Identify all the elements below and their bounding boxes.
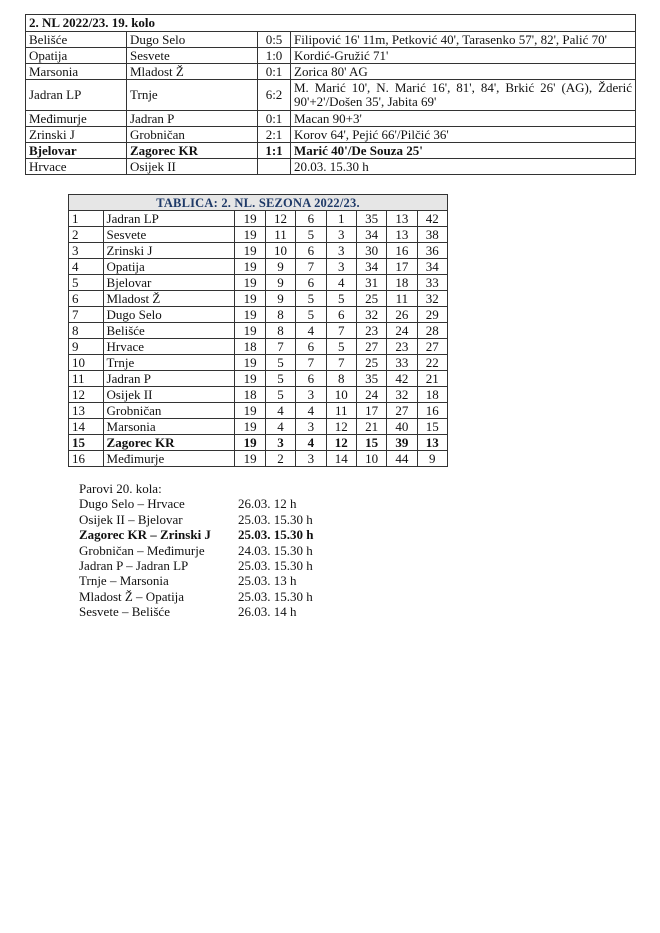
fixture-row	[79, 604, 313, 619]
goals-against: 24	[387, 323, 417, 339]
fixture-time: 25.03. 13 h	[238, 573, 297, 589]
goalscorers: Filipović 16' 11m, Petković 40', Tarasenko 57', 82', Palić 70'	[291, 32, 636, 48]
wins: 10	[265, 243, 295, 259]
points: 42	[417, 211, 447, 227]
played: 18	[235, 387, 265, 403]
points: 27	[417, 339, 447, 355]
standings-row	[69, 275, 448, 291]
losses: 12	[326, 435, 356, 451]
goals-against: 16	[387, 243, 417, 259]
standings-row	[69, 323, 448, 339]
wins: 5	[265, 387, 295, 403]
losses: 3	[326, 259, 356, 275]
losses: 7	[326, 323, 356, 339]
fixture-time: 26.03. 14 h	[238, 604, 297, 620]
position: 8	[69, 323, 104, 339]
team-name: Zagorec KR	[103, 435, 235, 451]
position: 11	[69, 371, 104, 387]
draws: 4	[296, 435, 326, 451]
result-row	[26, 80, 636, 111]
position: 13	[69, 403, 104, 419]
points: 21	[417, 371, 447, 387]
standings-row	[69, 291, 448, 307]
position: 10	[69, 355, 104, 371]
fixtures-list	[79, 481, 313, 620]
home-team: Međimurje	[26, 111, 127, 127]
draws: 6	[296, 243, 326, 259]
home-team: Opatija	[26, 48, 127, 64]
away-team: Osijek II	[127, 159, 258, 175]
team-name: Jadran LP	[103, 211, 235, 227]
fixture-row	[79, 589, 313, 604]
losses: 5	[326, 291, 356, 307]
result-row	[26, 127, 636, 143]
wins: 9	[265, 291, 295, 307]
away-team: Jadran P	[127, 111, 258, 127]
wins: 7	[265, 339, 295, 355]
team-name: Grobničan	[103, 403, 235, 419]
standings-row	[69, 403, 448, 419]
goalscorers: Kordić-Gružić 71'	[291, 48, 636, 64]
draws: 6	[296, 211, 326, 227]
wins: 3	[265, 435, 295, 451]
wins: 4	[265, 419, 295, 435]
losses: 5	[326, 339, 356, 355]
points: 16	[417, 403, 447, 419]
goals-for: 35	[356, 211, 386, 227]
points: 33	[417, 275, 447, 291]
score: 1:1	[258, 143, 291, 159]
wins: 8	[265, 307, 295, 323]
standings-row	[69, 307, 448, 323]
fixture-row	[79, 558, 313, 573]
goalscorers: Korov 64', Pejić 66'/Pilčić 36'	[291, 127, 636, 143]
standings-row	[69, 227, 448, 243]
home-team: Hrvace	[26, 159, 127, 175]
position: 4	[69, 259, 104, 275]
played: 19	[235, 355, 265, 371]
draws: 5	[296, 291, 326, 307]
fixture-row	[79, 496, 313, 511]
draws: 6	[296, 275, 326, 291]
away-team: Sesvete	[127, 48, 258, 64]
fixture-match: Trnje – Marsonia	[79, 573, 169, 589]
draws: 3	[296, 419, 326, 435]
wins: 5	[265, 371, 295, 387]
standings-row	[69, 371, 448, 387]
team-name: Trnje	[103, 355, 235, 371]
goals-for: 30	[356, 243, 386, 259]
goals-for: 35	[356, 371, 386, 387]
played: 19	[235, 451, 265, 467]
result-row	[26, 143, 636, 159]
draws: 5	[296, 307, 326, 323]
played: 19	[235, 259, 265, 275]
goals-against: 32	[387, 387, 417, 403]
standings-row	[69, 339, 448, 355]
score: 0:5	[258, 32, 291, 48]
away-team: Zagorec KR	[127, 143, 258, 159]
goals-for: 21	[356, 419, 386, 435]
wins: 4	[265, 403, 295, 419]
score: 0:1	[258, 111, 291, 127]
goals-for: 25	[356, 291, 386, 307]
standings-row	[69, 419, 448, 435]
wins: 8	[265, 323, 295, 339]
result-row	[26, 32, 636, 48]
points: 28	[417, 323, 447, 339]
wins: 12	[265, 211, 295, 227]
score	[258, 159, 291, 175]
position: 12	[69, 387, 104, 403]
points: 13	[417, 435, 447, 451]
standings-row	[69, 355, 448, 371]
result-row	[26, 48, 636, 64]
played: 19	[235, 291, 265, 307]
team-name: Dugo Selo	[103, 307, 235, 323]
goals-against: 18	[387, 275, 417, 291]
position: 16	[69, 451, 104, 467]
position: 5	[69, 275, 104, 291]
fixture-match: Zagorec KR – Zrinski J	[79, 527, 211, 543]
standings-row	[69, 211, 448, 227]
fixture-match: Sesvete – Belišće	[79, 604, 170, 620]
standings-table	[68, 194, 448, 467]
losses: 11	[326, 403, 356, 419]
goalscorers: Marić 40'/De Souza 25'	[291, 143, 636, 159]
goals-against: 17	[387, 259, 417, 275]
draws: 5	[296, 227, 326, 243]
position: 3	[69, 243, 104, 259]
fixture-time: 25.03. 15.30 h	[238, 558, 313, 574]
team-name: Sesvete	[103, 227, 235, 243]
fixture-row	[79, 512, 313, 527]
score: 1:0	[258, 48, 291, 64]
results-title-row	[26, 15, 636, 32]
goals-against: 42	[387, 371, 417, 387]
fixture-time: 25.03. 15.30 h	[238, 511, 313, 527]
goals-against: 40	[387, 419, 417, 435]
played: 19	[235, 211, 265, 227]
fixture-row	[79, 573, 313, 588]
wins: 9	[265, 275, 295, 291]
fixture-match: Mladost Ž – Opatija	[79, 588, 185, 604]
fixtures-title: Parovi 20. kola:	[79, 481, 162, 496]
draws: 4	[296, 323, 326, 339]
points: 9	[417, 451, 447, 467]
goalscorers: Macan 90+3'	[291, 111, 636, 127]
goals-against: 27	[387, 403, 417, 419]
losses: 1	[326, 211, 356, 227]
team-name: Bjelovar	[103, 275, 235, 291]
draws: 7	[296, 259, 326, 275]
goals-against: 33	[387, 355, 417, 371]
standings-row	[69, 243, 448, 259]
position: 9	[69, 339, 104, 355]
losses: 10	[326, 387, 356, 403]
played: 19	[235, 275, 265, 291]
fixture-time: 25.03. 15.30 h	[238, 527, 314, 543]
goals-against: 26	[387, 307, 417, 323]
fixture-match: Grobničan – Međimurje	[79, 542, 205, 558]
standings-title: TABLICA: 2. NL. SEZONA 2022/23.	[69, 195, 448, 211]
position: 2	[69, 227, 104, 243]
fixture-match: Osijek II – Bjelovar	[79, 511, 183, 527]
goals-against: 23	[387, 339, 417, 355]
losses: 6	[326, 307, 356, 323]
goals-against: 11	[387, 291, 417, 307]
goalscorers: M. Marić 10', N. Marić 16', 81', 84', Brkić 26' (AG), Žderić 90'+2'/Došen 35', Jabita 69'	[291, 80, 636, 111]
points: 36	[417, 243, 447, 259]
standings-title-row	[69, 195, 448, 211]
standings-row	[69, 259, 448, 275]
points: 32	[417, 291, 447, 307]
team-name: Marsonia	[103, 419, 235, 435]
losses: 4	[326, 275, 356, 291]
position: 1	[69, 211, 104, 227]
away-team: Trnje	[127, 80, 258, 111]
draws: 7	[296, 355, 326, 371]
points: 22	[417, 355, 447, 371]
draws: 3	[296, 451, 326, 467]
played: 19	[235, 371, 265, 387]
fixture-match: Jadran P – Jadran LP	[79, 558, 189, 574]
losses: 7	[326, 355, 356, 371]
points: 18	[417, 387, 447, 403]
goalscorers: 20.03. 15.30 h	[291, 159, 636, 175]
fixture-time: 24.03. 15.30 h	[238, 542, 313, 558]
losses: 3	[326, 243, 356, 259]
goals-for: 17	[356, 403, 386, 419]
standings-row	[69, 451, 448, 467]
away-team: Dugo Selo	[127, 32, 258, 48]
played: 19	[235, 419, 265, 435]
fixture-row	[79, 527, 313, 542]
draws: 4	[296, 403, 326, 419]
score: 2:1	[258, 127, 291, 143]
result-row	[26, 64, 636, 80]
position: 15	[69, 435, 104, 451]
wins: 2	[265, 451, 295, 467]
wins: 9	[265, 259, 295, 275]
home-team: Jadran LP	[26, 80, 127, 111]
fixture-time: 25.03. 15.30 h	[238, 588, 313, 604]
losses: 3	[326, 227, 356, 243]
goals-for: 31	[356, 275, 386, 291]
goalscorers: Zorica 80' AG	[291, 64, 636, 80]
standings-row	[69, 435, 448, 451]
standings-row	[69, 387, 448, 403]
home-team: Belišće	[26, 32, 127, 48]
goals-for: 34	[356, 227, 386, 243]
losses: 14	[326, 451, 356, 467]
goals-against: 44	[387, 451, 417, 467]
goals-against: 39	[387, 435, 417, 451]
played: 19	[235, 403, 265, 419]
results-title: 2. NL 2022/23. 19. kolo	[26, 15, 636, 32]
losses: 12	[326, 419, 356, 435]
draws: 3	[296, 387, 326, 403]
score: 0:1	[258, 64, 291, 80]
home-team: Zrinski J	[26, 127, 127, 143]
wins: 5	[265, 355, 295, 371]
losses: 8	[326, 371, 356, 387]
goals-for: 24	[356, 387, 386, 403]
points: 15	[417, 419, 447, 435]
fixture-match: Dugo Selo – Hrvace	[79, 496, 185, 512]
team-name: Međimurje	[103, 451, 235, 467]
goals-for: 27	[356, 339, 386, 355]
played: 19	[235, 243, 265, 259]
position: 7	[69, 307, 104, 323]
team-name: Osijek II	[103, 387, 235, 403]
points: 34	[417, 259, 447, 275]
fixture-row	[79, 543, 313, 558]
goals-for: 25	[356, 355, 386, 371]
goals-against: 13	[387, 227, 417, 243]
result-row	[26, 111, 636, 127]
team-name: Hrvace	[103, 339, 235, 355]
played: 19	[235, 435, 265, 451]
points: 38	[417, 227, 447, 243]
home-team: Marsonia	[26, 64, 127, 80]
played: 18	[235, 339, 265, 355]
team-name: Zrinski J	[103, 243, 235, 259]
away-team: Mladost Ž	[127, 64, 258, 80]
home-team: Bjelovar	[26, 143, 127, 159]
goals-for: 32	[356, 307, 386, 323]
goals-for: 15	[356, 435, 386, 451]
team-name: Opatija	[103, 259, 235, 275]
away-team: Grobničan	[127, 127, 258, 143]
played: 19	[235, 323, 265, 339]
score: 6:2	[258, 80, 291, 111]
position: 14	[69, 419, 104, 435]
fixture-time: 26.03. 12 h	[238, 496, 297, 512]
played: 19	[235, 227, 265, 243]
draws: 6	[296, 339, 326, 355]
goals-against: 13	[387, 211, 417, 227]
team-name: Belišće	[103, 323, 235, 339]
goals-for: 10	[356, 451, 386, 467]
team-name: Mladost Ž	[103, 291, 235, 307]
goals-for: 34	[356, 259, 386, 275]
team-name: Jadran P	[103, 371, 235, 387]
results-table	[25, 14, 636, 175]
draws: 6	[296, 371, 326, 387]
position: 6	[69, 291, 104, 307]
goals-for: 23	[356, 323, 386, 339]
points: 29	[417, 307, 447, 323]
result-row	[26, 159, 636, 175]
played: 19	[235, 307, 265, 323]
wins: 11	[265, 227, 295, 243]
